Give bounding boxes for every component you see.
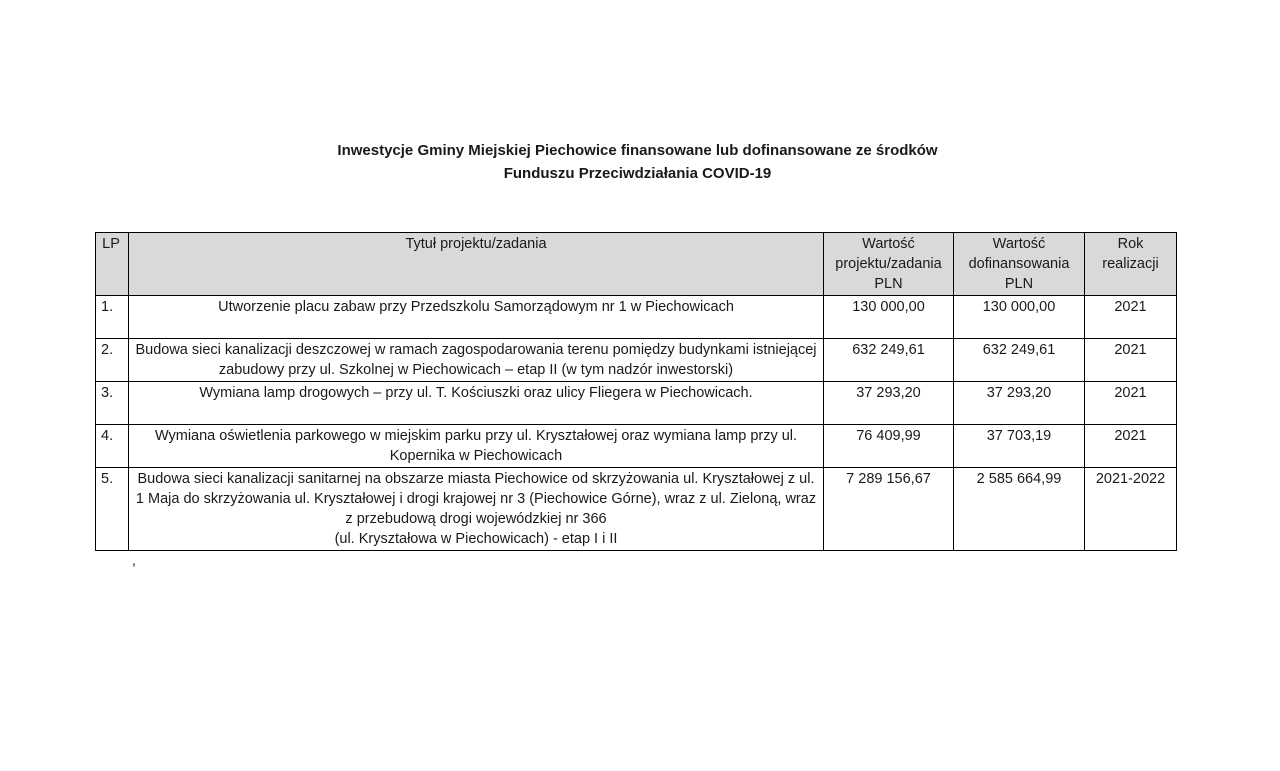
- table-header: [96, 233, 1177, 296]
- cell-cofinancing-value: 2 585 664,99: [954, 468, 1085, 551]
- cell-title-text-line-2: (ul. Kryształowa w Piechowicach) - etap I i II: [334, 531, 618, 547]
- cell-project-value: 632 249,61: [824, 339, 954, 382]
- cell-year: 2021: [1085, 425, 1177, 468]
- cell-title-text: Budowa sieci kanalizacji sanitarnej na obszarze miasta Piechowice od skrzyżowania ul. Kryształowej z ul. 1 Maja do skrzyżowania ul. Kryształowej i drogi krajowej nr 3 (Piechowice Górne), wraz z ul. Zieloną, wraz z przebudową drogi wojewódzkiej nr 366: [135, 471, 817, 527]
- header-title: Tytuł projektu/zadania: [129, 233, 824, 296]
- cell-title: [129, 468, 824, 551]
- cell-lp: 4.: [96, 425, 129, 468]
- cell-lp: 2.: [96, 339, 129, 382]
- cell-lp: 5.: [96, 468, 129, 551]
- table-row: [96, 425, 1177, 468]
- cell-year: 2021: [1085, 296, 1177, 339]
- investments-table: [95, 232, 1177, 551]
- header-cofinancing-value: Wartość dofinansowania PLN: [954, 233, 1085, 296]
- table-body: [96, 296, 1177, 551]
- cell-project-value: 76 409,99: [824, 425, 954, 468]
- cell-title: Wymiana oświetlenia parkowego w miejskim parku przy ul. Kryształowej oraz wymiana lamp przy ul. Kopernika w Piechowicach: [129, 425, 824, 468]
- cell-cofinancing-value: 130 000,00: [954, 296, 1085, 339]
- cell-lp: 1.: [96, 296, 129, 339]
- header-project-value: Wartość projektu/zadania PLN: [824, 233, 954, 296]
- cell-project-value: 7 289 156,67: [824, 468, 954, 551]
- table-header-row: [96, 233, 1177, 296]
- table-row: [96, 339, 1177, 382]
- table-row: [96, 382, 1177, 425]
- cell-year: 2021-2022: [1085, 468, 1177, 551]
- page-title: [0, 139, 1275, 185]
- cell-lp: 3.: [96, 382, 129, 425]
- table-row: [96, 468, 1177, 551]
- cell-year: 2021: [1085, 339, 1177, 382]
- header-lp: LP: [96, 233, 129, 296]
- cell-cofinancing-value: 37 703,19: [954, 425, 1085, 468]
- cell-title: Wymiana lamp drogowych – przy ul. T. Kościuszki oraz ulicy Fliegera w Piechowicach.: [129, 382, 824, 425]
- header-year: Rok realizacji: [1085, 233, 1177, 296]
- cell-cofinancing-value: 37 293,20: [954, 382, 1085, 425]
- cell-cofinancing-value: 632 249,61: [954, 339, 1085, 382]
- trailing-comma: ,: [132, 552, 136, 568]
- cell-title: Budowa sieci kanalizacji deszczowej w ramach zagospodarowania terenu pomiędzy budynkami istniejącej zabudowy przy ul. Szkolnej w Piechowicach – etap II (w tym nadzór inwestorski): [129, 339, 824, 382]
- page-title-line-1: Inwestycje Gminy Miejskiej Piechowice finansowane lub dofinansowane ze środków: [337, 142, 938, 159]
- cell-year: 2021: [1085, 382, 1177, 425]
- table-row: [96, 296, 1177, 339]
- page-title-line-2: Funduszu Przeciwdziałania COVID-19: [503, 165, 772, 182]
- cell-project-value: 37 293,20: [824, 382, 954, 425]
- cell-title: Utworzenie placu zabaw przy Przedszkolu Samorządowym nr 1 w Piechowicach: [129, 296, 824, 339]
- cell-project-value: 130 000,00: [824, 296, 954, 339]
